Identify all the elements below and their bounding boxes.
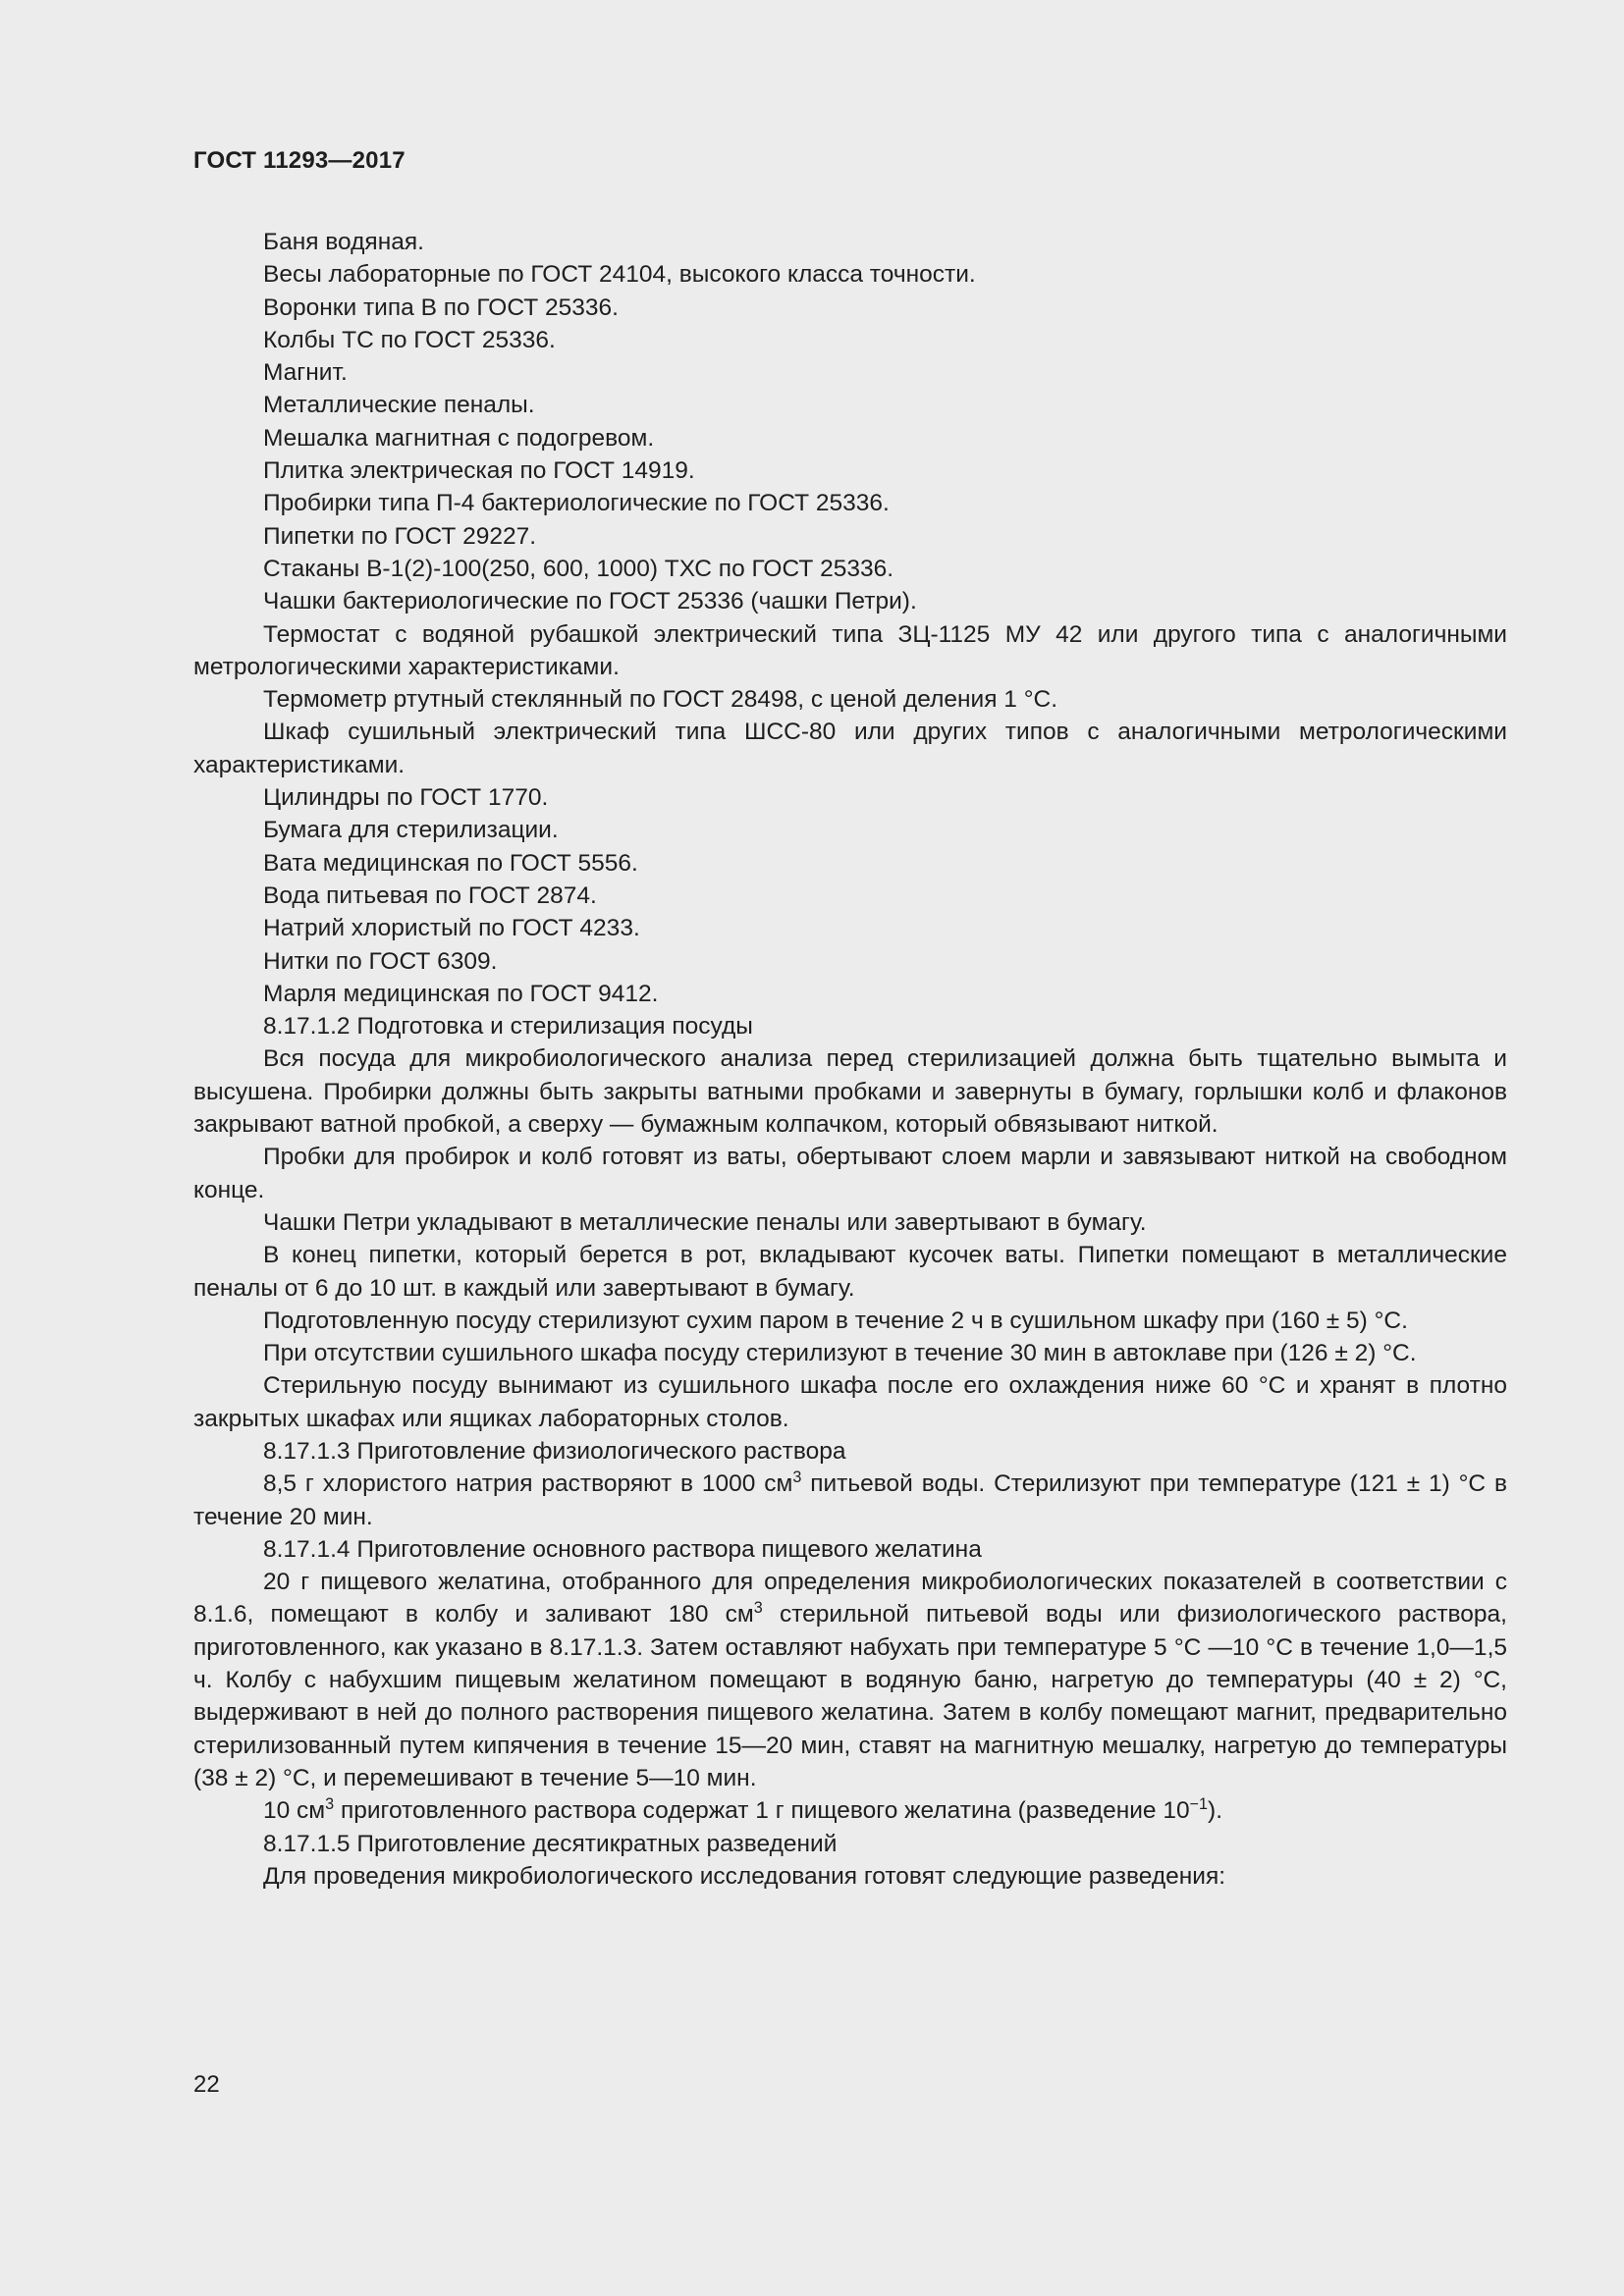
list-item: Пробирки типа П-4 бактериологические по ГОСТ 25336. (263, 490, 890, 517)
text-run: ). (1208, 1797, 1222, 1825)
text-run: приготовленного раствора содержат 1 г пищевого желатина (разведение 10 (334, 1797, 1190, 1825)
list-item: Марля медицинская по ГОСТ 9412. (263, 980, 659, 1007)
text-run: питьевой воды. Стерилизуют при температуре (121 ± 1) °С в течение 20 мин. (193, 1470, 1507, 1530)
paragraph: Стерильную посуду вынимают из сушильного шкафа после его охлаждения ниже 60 °С и хранят в плотно закрытых шкафах или ящиках лабораторных столов. (193, 1372, 1507, 1432)
list-item: Термостат с водяной рубашкой электрический типа ЗЦ-1125 МУ 42 или другого типа с аналогичными метрологическими характеристиками. (193, 620, 1507, 680)
list-item: Металлические пеналы. (263, 392, 535, 419)
list-item: Воронки типа В по ГОСТ 25336. (263, 294, 619, 321)
superscript: 3 (753, 1599, 763, 1618)
superscript: 3 (792, 1468, 802, 1487)
list-item: Баня водяная. (263, 229, 424, 255)
paragraph: В конец пипетки, который берется в рот, вкладывают кусочек ваты. Пипетки помещают в металлические пеналы от 6 до 10 шт. в каждый или завертывают в бумагу. (193, 1242, 1507, 1302)
text-run: 8,5 г хлористого натрия растворяют в 1000 см (263, 1470, 793, 1498)
document-body (193, 226, 1507, 1893)
superscript: 3 (325, 1795, 335, 1814)
list-item: Вода питьевая по ГОСТ 2874. (263, 881, 597, 909)
section-heading: 8.17.1.5 Приготовление десятикратных разведений (263, 1830, 838, 1857)
list-item: Весы лабораторные по ГОСТ 24104, высокого класса точности. (263, 261, 976, 289)
list-item: Плитка электрическая по ГОСТ 14919. (263, 457, 695, 485)
list-item: Натрий хлористый по ГОСТ 4233. (263, 915, 640, 942)
page-header: ГОСТ 11293—2017 (193, 147, 406, 174)
paragraph: Чашки Петри укладывают в металлические пеналы или завертывают в бумагу. (263, 1208, 1147, 1236)
list-item: Магнит. (263, 359, 348, 387)
list-item: Шкаф сушильный электрический типа ШСС-80 или других типов с аналогичными метрологическими характеристиками. (193, 719, 1507, 778)
section-heading: 8.17.1.3 Приготовление физиологического раствора (263, 1437, 846, 1465)
text-run: стерильной питьевой воды или физиологического раствора, приготовленного, как указано в 8.17.1.3. Затем оставляют набухать при температуре 5 °С —10 °С в течение 1,0—1,5 ч. Колбу с набухшим пищевым желатином помещают в водяную баню, нагретую до температуры (40 ± 2) °С, выдерживают в ней до полного растворения пищевого желатина. Затем в колбу помещают магнит, предварительно стерилизованный путем кипячения в течение 15—20 мин, ставят на магнитную мешалку, нагретую до температуры (38 ± 2) °С, и перемешивают в течение 5—10 мин. (193, 1601, 1507, 1791)
section-heading: 8.17.1.2 Подготовка и стерилизация посуды (263, 1013, 753, 1041)
list-item: Нитки по ГОСТ 6309. (263, 947, 498, 975)
paragraph: Пробки для пробирок и колб готовят из ваты, обертывают слоем марли и завязывают ниткой на свободном конце. (193, 1144, 1507, 1203)
superscript: −1 (1189, 1795, 1209, 1814)
list-item: Цилиндры по ГОСТ 1770. (263, 784, 549, 812)
paragraph: Подготовленную посуду стерилизуют сухим паром в течение 2 ч в сушильном шкафу при (160 ± 5) °С. (263, 1307, 1408, 1334)
paragraph: Вся посуда для микробиологического анализа перед стерилизацией должна быть тщательно вымыта и высушена. Пробирки должны быть закрыты ватными пробками и завернуты в бумагу, горлышки колб и флаконов закрывают ватной пробкой, а сверху — бумажным колпачком, который обвязывают ниткой. (193, 1045, 1507, 1139)
text-run: 20 г пищевого желатина, отобранного для определения микробиологических показателей в соответствии с 8.1.6, помещают в колбу и заливают 180 см (193, 1569, 1507, 1629)
text-run: 10 см (263, 1797, 326, 1825)
paragraph: Для проведения микробиологического исследования готовят следующие разведения: (263, 1862, 1226, 1890)
list-item: Вата медицинская по ГОСТ 5556. (263, 849, 638, 877)
paragraph: При отсутствии сушильного шкафа посуду стерилизуют в течение 30 мин в автоклаве при (126 ± 2) °С. (263, 1340, 1417, 1367)
list-item: Пипетки по ГОСТ 29227. (263, 522, 537, 550)
paragraph (193, 1794, 1507, 1827)
section-heading: 8.17.1.4 Приготовление основного раствора пищевого желатина (263, 1535, 982, 1563)
list-item: Термометр ртутный стеклянный по ГОСТ 28498, с ценой деления 1 °С. (263, 686, 1058, 714)
paragraph (193, 1566, 1507, 1794)
paragraph (193, 1468, 1507, 1533)
list-item: Мешалка магнитная с подогревом. (263, 424, 655, 452)
list-item: Стаканы В-1(2)-100(250, 600, 1000) ТХС по ГОСТ 25336. (263, 555, 894, 582)
list-item: Бумага для стерилизации. (263, 817, 559, 844)
list-item: Колбы ТС по ГОСТ 25336. (263, 326, 556, 353)
page-number: 22 (193, 2071, 220, 2098)
list-item: Чашки бактериологические по ГОСТ 25336 (чашки Петри). (263, 588, 917, 615)
